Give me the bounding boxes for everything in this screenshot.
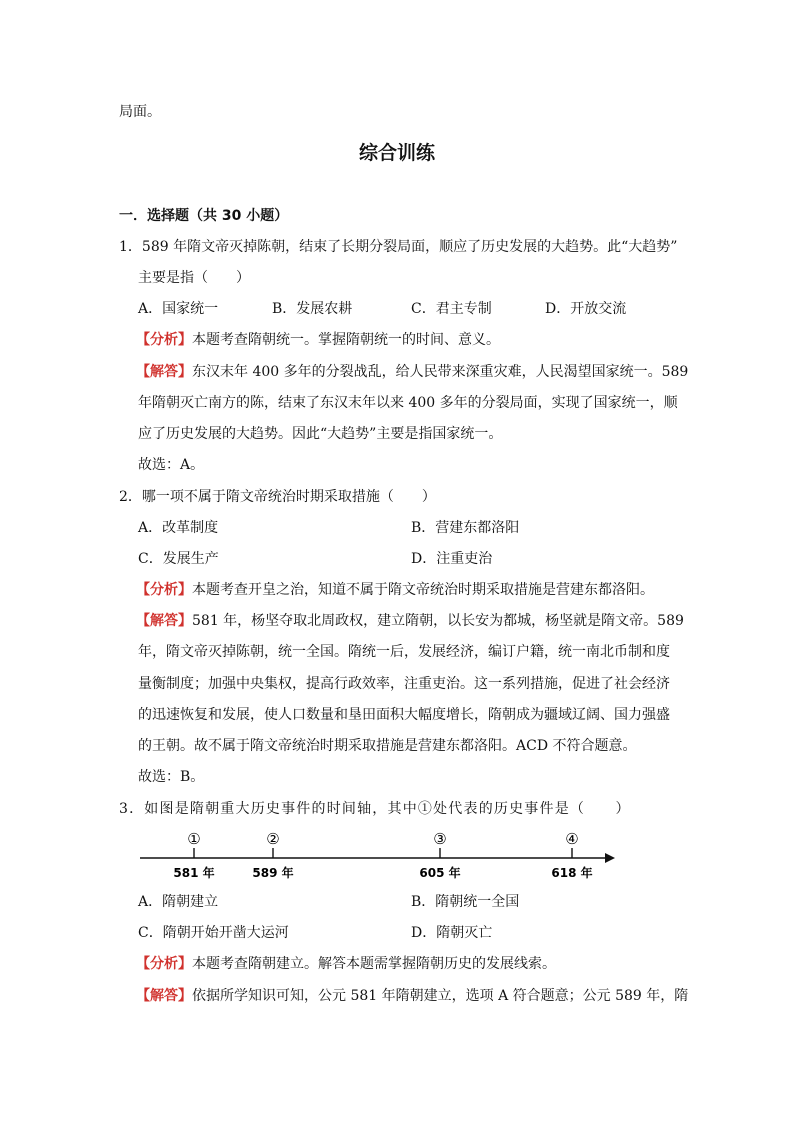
q3-answer-text-1: 依据所学知识可知，公元 581 年隋朝建立，选项 A 符合题意；公元 589 年，隋 bbox=[192, 988, 689, 1004]
timeline-marker-4: ④ bbox=[565, 830, 579, 848]
q3-option-b: B．隋朝统一全国 bbox=[411, 894, 520, 910]
page-title: 综合训练 bbox=[358, 142, 435, 164]
timeline-arrow bbox=[605, 853, 615, 863]
q2-choice: 故选：B。 bbox=[138, 769, 205, 785]
analysis-tag: 【分析】 bbox=[136, 332, 192, 348]
timeline-point-3 bbox=[419, 830, 460, 880]
timeline-year-4: 618 年 bbox=[551, 866, 593, 880]
q1-analysis bbox=[136, 330, 500, 350]
q2-answer-line3: 量衡制度；加强中央集权，提高行政效率，注重吏治。这一系列措施，促进了社会经济 bbox=[138, 676, 670, 692]
q2-answer-text-1: 581 年，杨坚夺取北周政权，建立隋朝，以长安为都城，杨坚就是隋文帝。589 bbox=[192, 613, 684, 629]
q2-stem: 2．哪一项不属于隋文帝统治时期采取措施（ ） bbox=[119, 489, 436, 505]
q3-option-d: D．隋朝灭亡 bbox=[411, 925, 493, 941]
q1-option-c: C．君主专制 bbox=[411, 301, 492, 317]
timeline-point-1 bbox=[173, 830, 214, 880]
q1-answer-line3: 应了历史发展的大趋势。因此“大趋势”主要是指国家统一。 bbox=[138, 426, 503, 442]
q3-analysis-text: 本题考查隋朝建立。解答本题需掌握隋朝历史的发展线索。 bbox=[192, 956, 556, 972]
q1-choice: 故选：A。 bbox=[138, 457, 205, 473]
q2-answer-line1 bbox=[136, 611, 684, 631]
q1-option-b: B．发展农耕 bbox=[272, 301, 353, 317]
q2-option-d: D．注重吏治 bbox=[411, 551, 493, 567]
timeline-point-2 bbox=[252, 830, 293, 880]
analysis-tag: 【分析】 bbox=[136, 582, 192, 598]
q1-answer-line2: 年隋朝灭亡南方的陈，结束了东汉末年以来 400 多年的分裂局面，实现了国家统一，顺 bbox=[138, 395, 678, 411]
intro-fragment: 局面。 bbox=[119, 104, 161, 120]
q2-option-c: C．发展生产 bbox=[138, 551, 219, 567]
q1-answer-text-1: 东汉末年 400 多年的分裂战乱，给人民带来深重灾难，人民渴望国家统一。589 bbox=[192, 364, 689, 380]
q2-analysis-text: 本题考查开皇之治，知道不属于隋文帝统治时期采取措施是营建东都洛阳。 bbox=[192, 582, 654, 598]
q3-option-c: C．隋朝开始开凿大运河 bbox=[138, 925, 289, 941]
q1-stem-line2: 主要是指（ ） bbox=[138, 270, 250, 286]
timeline-year-1: 581 年 bbox=[173, 866, 215, 880]
q3-option-a: A．隋朝建立 bbox=[138, 894, 219, 910]
q2-answer-line4: 的迅速恢复和发展，使人口数量和垦田面积大幅度增长，隋朝成为疆域辽阔、国力强盛 bbox=[138, 707, 670, 723]
q1-option-a: A．国家统一 bbox=[138, 301, 219, 317]
timeline-year-2: 589 年 bbox=[252, 866, 294, 880]
answer-tag: 【解答】 bbox=[136, 988, 192, 1004]
q3-analysis bbox=[136, 954, 556, 974]
timeline-year-3: 605 年 bbox=[419, 866, 461, 880]
q1-option-d: D．开放交流 bbox=[545, 301, 627, 317]
q1-stem-line1: 1．589 年隋文帝灭掉陈朝，结束了长期分裂局面，顺应了历史发展的大趋势。此“大趋势” bbox=[119, 239, 678, 255]
q2-option-b: B．营建东都洛阳 bbox=[411, 520, 520, 536]
q1-answer-line1 bbox=[136, 362, 688, 382]
timeline-point-4 bbox=[551, 830, 592, 880]
timeline-marker-2: ② bbox=[266, 830, 280, 848]
section-header: 一．选择题（共 30 小题） bbox=[119, 208, 289, 224]
answer-tag: 【解答】 bbox=[136, 364, 192, 380]
q1-analysis-text: 本题考查隋朝统一。掌握隋朝统一的时间、意义。 bbox=[192, 332, 500, 348]
timeline-marker-3: ③ bbox=[433, 830, 447, 848]
timeline-figure bbox=[130, 824, 620, 884]
q2-option-a: A．改革制度 bbox=[138, 520, 219, 536]
q2-answer-line2: 年，隋文帝灭掉陈朝，统一全国。隋统一后，发展经济，编订户籍，统一南北币制和度 bbox=[138, 644, 670, 660]
q2-answer-line5: 的王朝。故不属于隋文帝统治时期采取措施是营建东都洛阳。ACD 不符合题意。 bbox=[138, 738, 637, 754]
timeline-marker-1: ① bbox=[187, 830, 201, 848]
analysis-tag: 【分析】 bbox=[136, 956, 192, 972]
q3-stem: 3．如图是隋朝重大历史事件的时间轴，其中①处代表的历史事件是（ ） bbox=[119, 801, 631, 817]
q3-answer-line1 bbox=[136, 986, 688, 1006]
answer-tag: 【解答】 bbox=[136, 613, 192, 629]
q2-analysis bbox=[136, 580, 654, 600]
